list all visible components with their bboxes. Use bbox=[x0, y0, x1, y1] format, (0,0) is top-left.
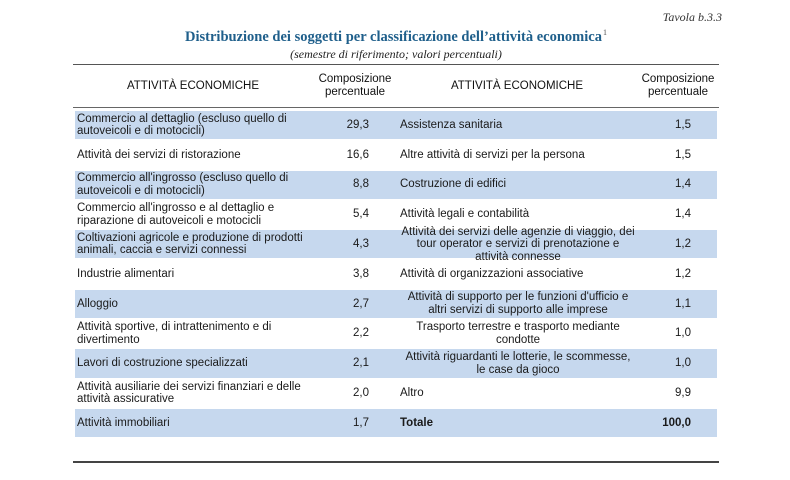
percent-left: 4,3 bbox=[353, 238, 369, 251]
activity-right: Costruzione di edifici bbox=[400, 178, 507, 191]
table-header bbox=[73, 66, 719, 106]
table-row bbox=[73, 225, 719, 263]
table-row bbox=[73, 379, 719, 409]
top-rule bbox=[73, 64, 719, 65]
percent-left: 16,6 bbox=[346, 148, 369, 161]
activity-left: Attività sportive, di intrattenimento e di divertimento bbox=[77, 321, 272, 346]
activity-left: Attività ausiliarie dei servizi finanziari e delle attività assicurative bbox=[77, 380, 301, 406]
percent-left: 3,8 bbox=[353, 267, 369, 280]
header-activity-right: ATTIVITÀ ECONOMICHE bbox=[450, 79, 584, 92]
table-subtitle: (semestre di riferimento; valori percentuali) bbox=[290, 47, 502, 61]
percent-right: 9,9 bbox=[675, 387, 691, 400]
header-percent-right: Composizione percentuale bbox=[641, 73, 715, 98]
activity-right: Altro bbox=[400, 387, 424, 400]
total-label: Totale bbox=[400, 416, 434, 429]
activity-left: Commercio all'ingrosso (escluso quello di autoveicoli e di motocicli) bbox=[77, 172, 289, 197]
table-row bbox=[73, 349, 719, 379]
percent-left: 2,7 bbox=[353, 297, 369, 310]
percent-left: 5,4 bbox=[353, 208, 369, 221]
activity-left: Lavori di costruzione specializzati bbox=[77, 357, 248, 370]
table-row bbox=[73, 320, 719, 350]
percent-right: 1,1 bbox=[675, 297, 691, 310]
activity-left: Coltivazioni agricole e produzione di prodotti animali, caccia e servizi connessi bbox=[77, 231, 303, 257]
total-value: 100,0 bbox=[662, 416, 691, 429]
percent-right: 1,5 bbox=[675, 148, 691, 161]
percent-right: 1,0 bbox=[675, 327, 691, 340]
table-row bbox=[73, 141, 719, 171]
activity-left: Commercio all'ingrosso e al dettaglio e riparazione di autoveicoli e motocicli bbox=[77, 202, 275, 227]
percent-left: 2,0 bbox=[353, 387, 369, 400]
percent-left: 2,2 bbox=[353, 327, 369, 340]
percent-right: 1,4 bbox=[675, 208, 691, 221]
header-activity-left: ATTIVITÀ ECONOMICHE bbox=[126, 79, 260, 92]
table-row bbox=[73, 260, 719, 290]
activity-right: Attività legali e contabilità bbox=[400, 208, 530, 221]
percent-left: 8,8 bbox=[353, 178, 369, 191]
table-title: Distribuzione dei soggetti per classificazione dell’attività economica$^1$ bbox=[185, 28, 607, 45]
table-row bbox=[73, 171, 719, 201]
table-body bbox=[73, 111, 719, 439]
percent-left: 29,3 bbox=[346, 118, 369, 131]
bottom-rule bbox=[73, 461, 719, 463]
activity-right: Attività dei servizi delle agenzie di viaggio, dei tour operator e servizi di prenotazione e attività connesse bbox=[401, 225, 635, 263]
activity-right: Trasporto terrestre e trasporto mediante condotte bbox=[416, 321, 620, 346]
header-rule bbox=[73, 107, 719, 108]
percent-right: 1,2 bbox=[675, 267, 691, 280]
percent-right: 1,2 bbox=[675, 238, 691, 251]
percent-right: 1,5 bbox=[675, 118, 691, 131]
activity-left: Attività dei servizi di ristorazione bbox=[77, 148, 241, 161]
table-row bbox=[73, 290, 719, 320]
percent-right: 1,0 bbox=[675, 357, 691, 370]
activity-right: Attività di organizzazioni associative bbox=[400, 267, 584, 280]
percent-left: 1,7 bbox=[353, 416, 369, 429]
table-number: Tavola b.3.3 bbox=[662, 10, 722, 24]
activity-right: Attività di supporto per le funzioni d'ufficio e altri servizi di supporto alle imprese bbox=[407, 291, 629, 316]
header-percent-left: Composizione percentuale bbox=[318, 73, 392, 98]
activity-left: Attività immobiliari bbox=[77, 416, 170, 429]
activity-right: Attività riguardanti le lotterie, le scommesse, le case da gioco bbox=[405, 351, 631, 376]
percent-right: 1,4 bbox=[675, 178, 691, 191]
table-row bbox=[73, 111, 719, 141]
activity-right: Altre attività di servizi per la persona bbox=[400, 148, 585, 161]
activity-left: Alloggio bbox=[77, 297, 118, 310]
activity-right: Assistenza sanitaria bbox=[400, 118, 503, 131]
activity-left: Commercio al dettaglio (escluso quello di autoveicoli e di motocicli) bbox=[77, 112, 287, 138]
table-row bbox=[73, 409, 719, 439]
activity-left: Industrie alimentari bbox=[77, 267, 175, 280]
title-footnote-ref: 1 bbox=[602, 28, 607, 37]
percent-left: 2,1 bbox=[353, 357, 369, 370]
